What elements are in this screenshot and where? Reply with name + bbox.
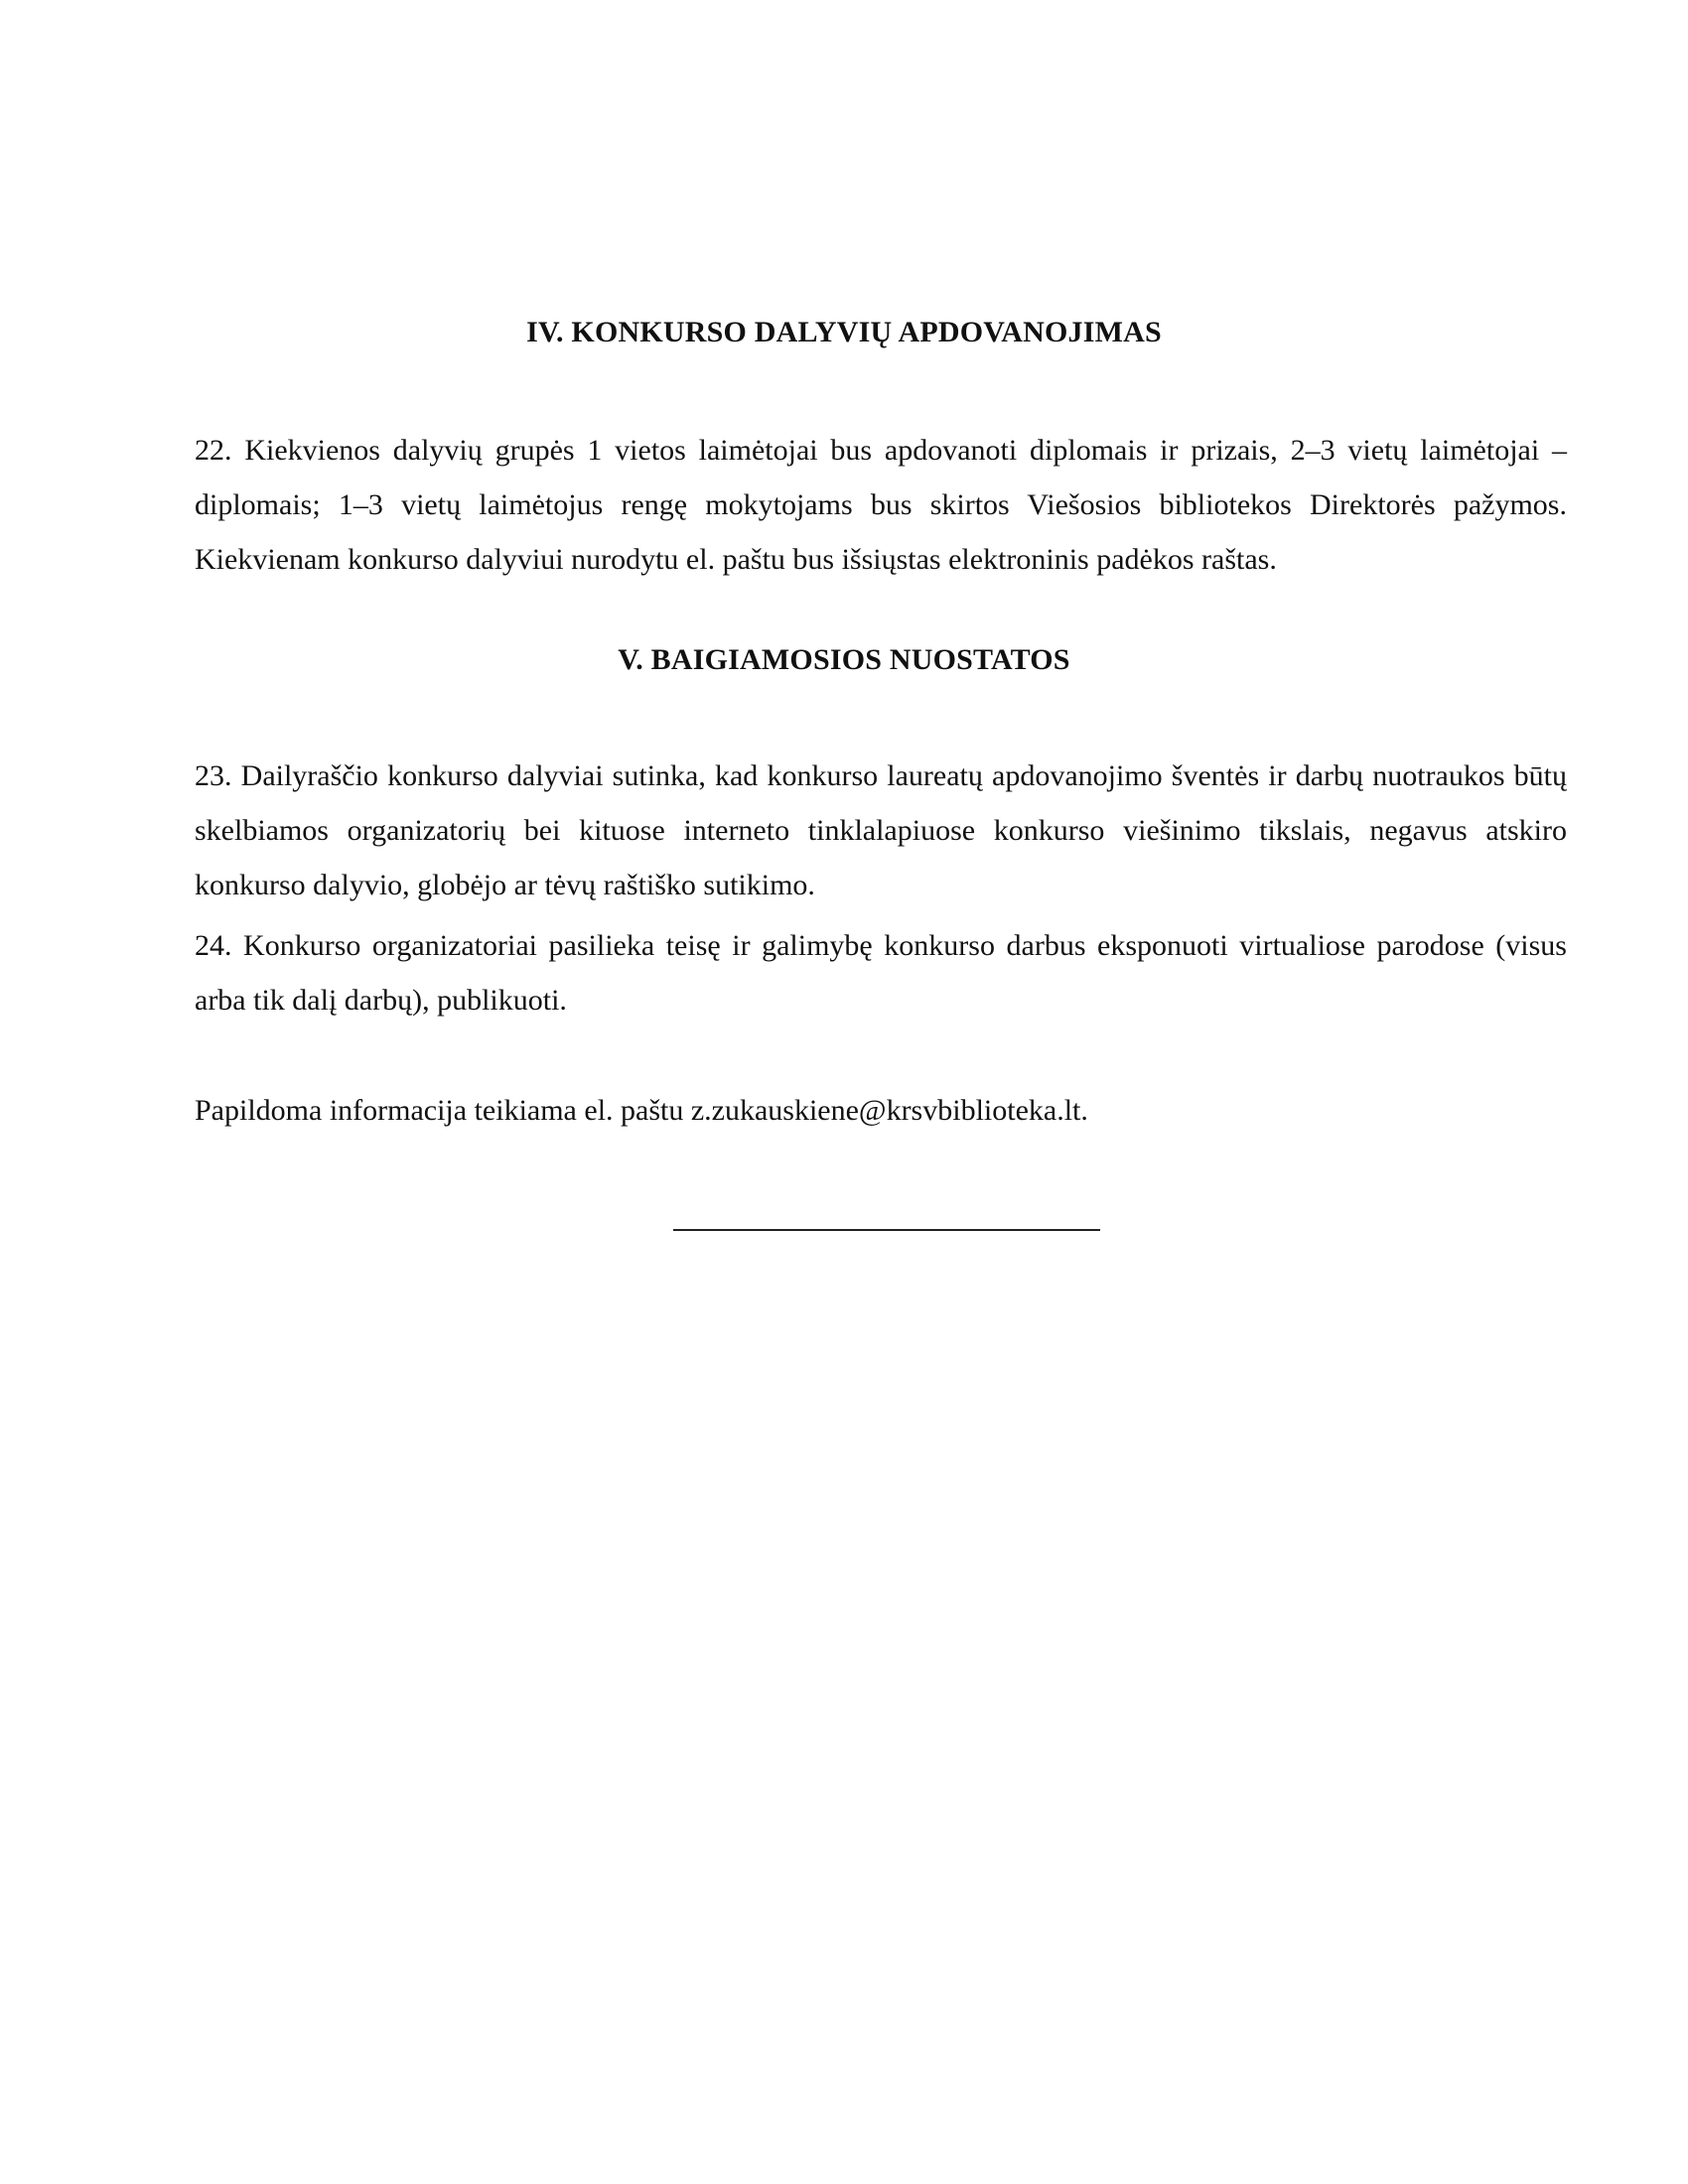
end-rule-divider (673, 1229, 1100, 1231)
paragraph-22: 22. Kiekvienos dalyvių grupės 1 vietos laimėtojai bus apdovanoti diplomais ir prizais, 2–3 vietų laimėtojai – diplomais; 1–3 vietų laimėtojus rengę mokytojams bus skirtos Viešosios bibliotekos Direktorės pažymos. Kiekvienam konkurso dalyviui nurodytu el. paštu bus išsiųstas elektroninis padėkos raštas. (195, 434, 1567, 576)
section-heading-awards: IV. KONKURSO DALYVIŲ APDOVANOJIMAS (526, 316, 1162, 348)
contact-info: Papildoma informacija teikiama el. paštu z.zukauskiene@krsvbiblioteka.lt. (195, 1094, 1088, 1127)
paragraph-24: 24. Konkurso organizatoriai pasilieka teisę ir galimybę konkurso darbus eksponuoti virtualiose parodose (visus arba tik dalį darbų), publikuoti. (195, 929, 1567, 1017)
section-heading-final-provisions: V. BAIGIAMOSIOS NUOSTATOS (618, 643, 1070, 676)
paragraph-23: 23. Dailyraščio konkurso dalyviai sutinka, kad konkurso laureatų apdovanojimo šventės ir darbų nuotraukos būtų skelbiamos organizatorių bei kituose interneto tinklalapiuose konkurso viešinimo tikslais, negavus atskiro konkurso dalyvio, globėjo ar tėvų raštiško sutikimo. (195, 759, 1567, 901)
